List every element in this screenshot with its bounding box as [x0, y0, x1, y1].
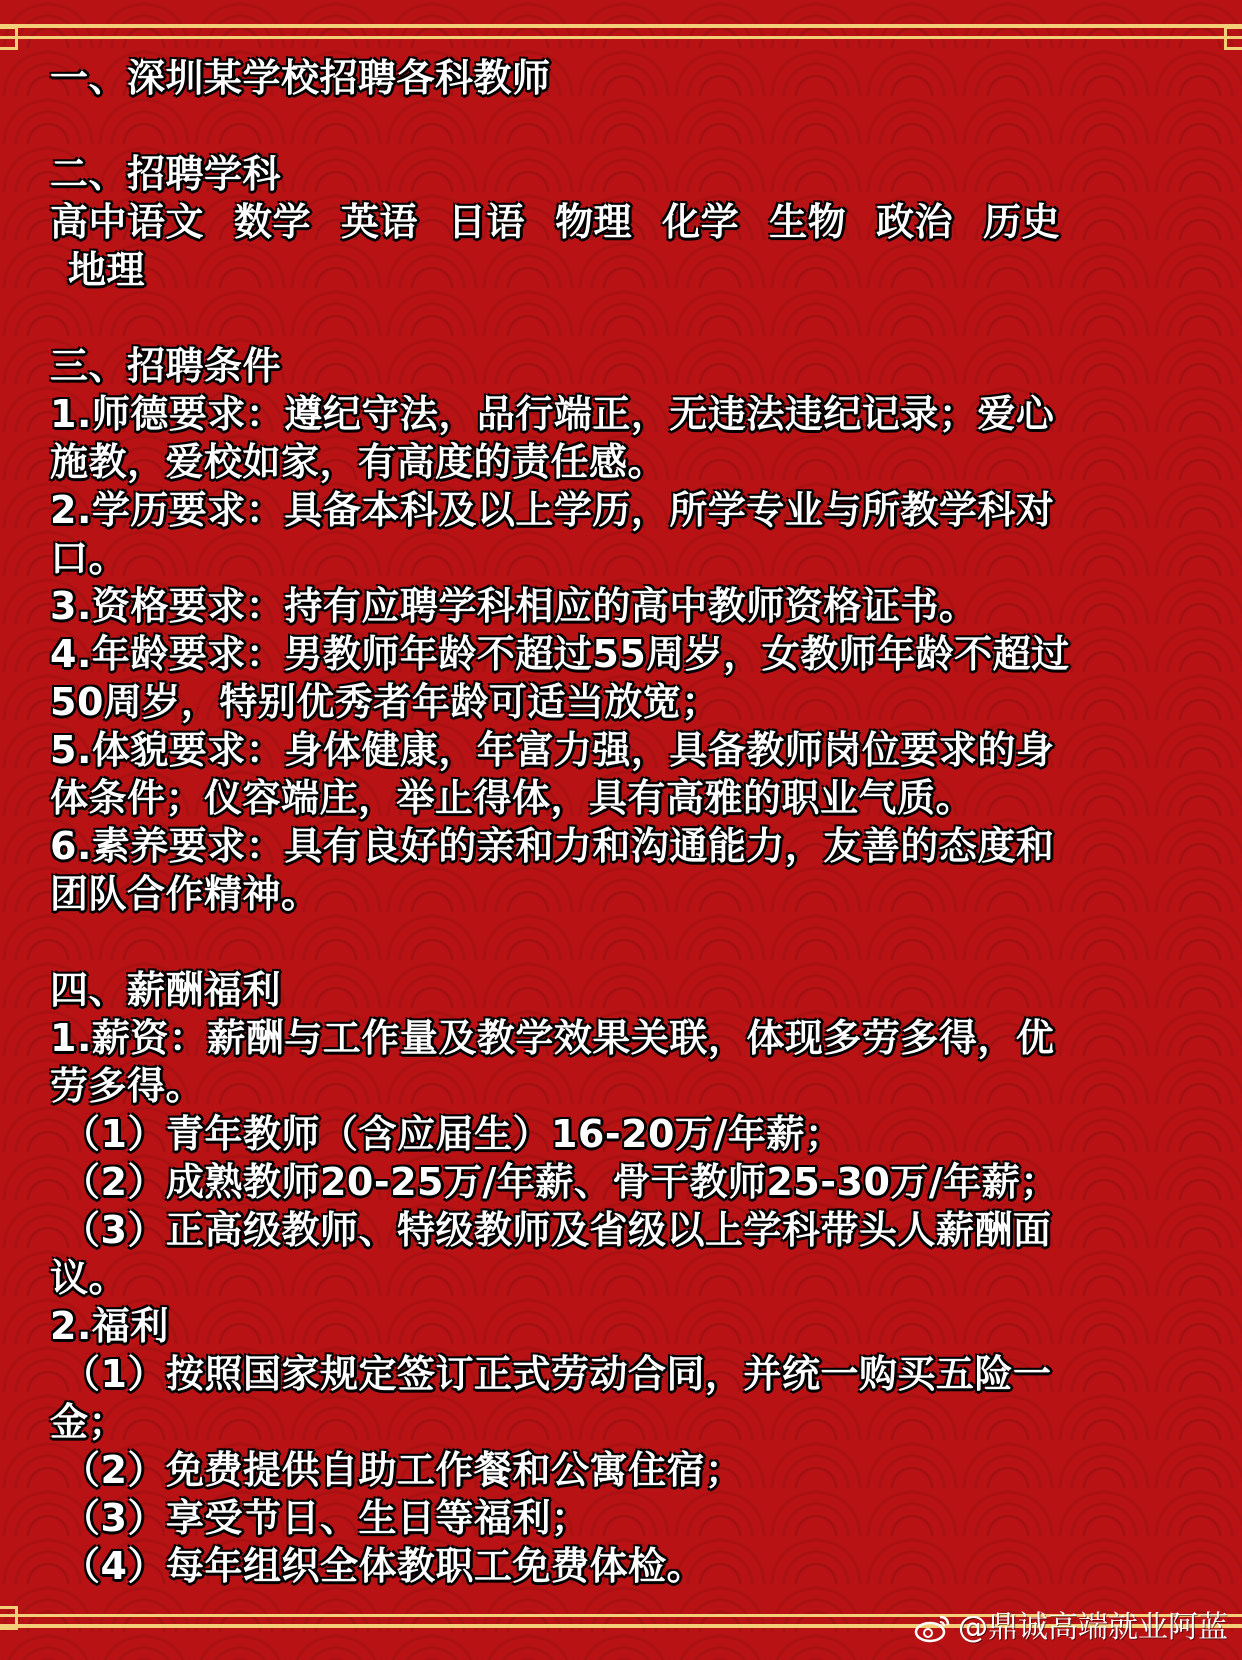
condition-line: 1.师德要求：遵纪守法，品行端正，无违法违纪记录；爱心 [50, 392, 1055, 436]
top-left-corner-ornament [0, 26, 18, 50]
condition-line: 施教，爱校如家，有高度的责任感。 [50, 440, 667, 484]
salary-line: 1.薪资：薪酬与工作量及教学效果关联，体现多劳多得，优 [50, 1016, 1055, 1060]
top-right-corner-ornament [1224, 26, 1242, 50]
spacer [50, 102, 1180, 150]
subject-item: 数学 [234, 200, 312, 244]
welfare-line: （3）享受节日、生日等福利； [62, 1496, 590, 1540]
subject-item: 日语 [448, 200, 526, 244]
spacer [50, 918, 1180, 966]
salary-line: （3）正高级教师、特级教师及省级以上学科带头人薪酬面 [62, 1208, 1052, 1252]
weibo-watermark [914, 1610, 1228, 1646]
subject-item: 英语 [341, 200, 419, 244]
welfare-line: （2）免费提供自助工作餐和公寓住宿； [62, 1448, 744, 1492]
subject-item: 政治 [876, 200, 954, 244]
salary-line: （1）青年教师（含应届生）16-20万/年薪； [62, 1112, 844, 1156]
condition-line: 体条件；仪容端庄，举止得体，具有高雅的职业气质。 [50, 776, 975, 820]
condition-line: 口。 [50, 536, 128, 580]
subject-item: 高中语文 [50, 200, 205, 244]
job-posting-content [50, 54, 1180, 1590]
welfare-line: （1）按照国家规定签订正式劳动合同，并统一购买五险一 [62, 1352, 1052, 1396]
subject-item: 物理 [555, 200, 633, 244]
top-frame-line-inner [0, 36, 1242, 39]
subject-item: 生物 [769, 200, 847, 244]
subjects-list [50, 198, 1180, 294]
condition-line: 50周岁，特别优秀者年龄可适当放宽； [50, 680, 720, 724]
condition-line: 2.学历要求：具备本科及以上学历，所学专业与所教学科对 [50, 488, 1055, 532]
condition-line: 3.资格要求：持有应聘学科相应的高中教师资格证书。 [50, 584, 978, 628]
welfare-line: 2.福利 [50, 1304, 169, 1348]
watermark-text: @鼎诚高端就业阿蓝 [958, 1610, 1228, 1645]
bottom-left-corner-ornament [0, 1606, 18, 1630]
conditions-list [50, 390, 1180, 918]
condition-line: 5.体貌要求：身体健康，年富力强，具备教师岗位要求的身 [50, 728, 1055, 772]
conditions-heading: 三、招聘条件 [50, 344, 282, 388]
condition-line: 4.年龄要求：男教师年龄不超过55周岁，女教师年龄不超过 [50, 632, 1070, 676]
subject-item: 地理 [68, 248, 146, 292]
page-title: 一、深圳某学校招聘各科教师 [50, 56, 551, 100]
welfare-list [50, 1302, 1180, 1590]
condition-line: 团队合作精神。 [50, 872, 320, 916]
condition-line: 6.素养要求：具有良好的亲和力和沟通能力，友善的态度和 [50, 824, 1055, 868]
salary-line: 劳多得。 [50, 1064, 205, 1108]
subjects-heading: 二、招聘学科 [50, 152, 282, 196]
benefits-heading: 四、薪酬福利 [50, 968, 282, 1012]
weibo-icon [914, 1613, 952, 1643]
salary-list [50, 1014, 1180, 1302]
subject-item: 历史 [983, 200, 1061, 244]
top-frame-line [0, 24, 1242, 28]
welfare-line: （4）每年组织全体教职工免费体检。 [62, 1544, 705, 1588]
salary-line: 议。 [50, 1256, 128, 1300]
welfare-line: 金； [50, 1400, 128, 1444]
salary-line: （2）成熟教师20-25万/年薪、骨干教师25-30万/年薪； [62, 1160, 1059, 1204]
spacer [50, 294, 1180, 342]
subject-item: 化学 [662, 200, 740, 244]
